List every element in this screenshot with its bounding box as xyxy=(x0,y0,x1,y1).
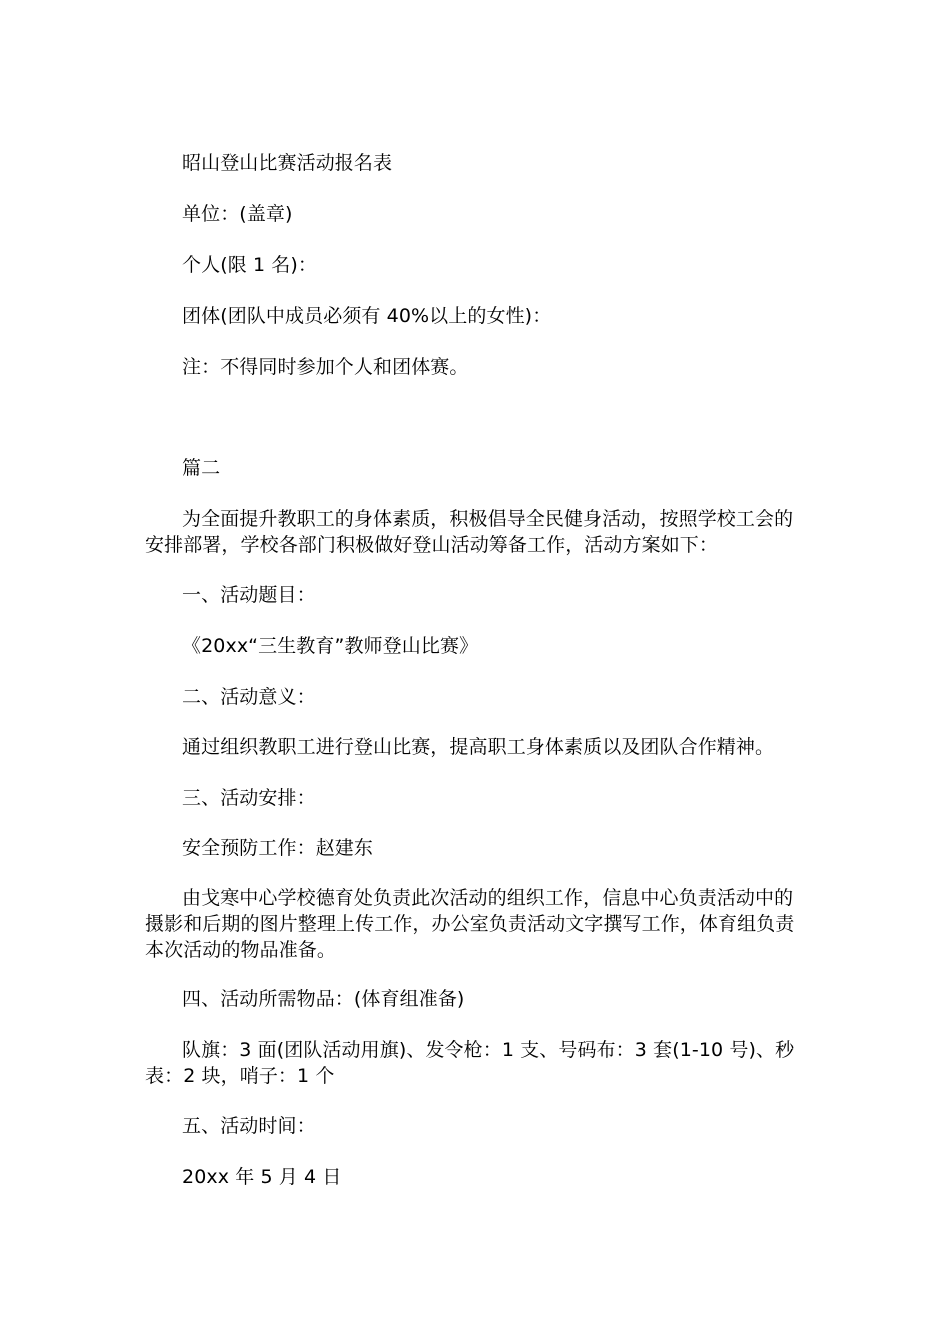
heading-required-items: 四、活动所需物品：(体育组准备) xyxy=(182,988,465,1010)
required-items-paragraph: 队旗：3 面(团队活动用旗)、发令枪：1 支、号码布：3 套(1-10 号)、秒表：2 块，哨子：1 个 xyxy=(145,1039,795,1087)
safety-line: 安全预防工作：赵建东 xyxy=(182,837,374,859)
significance-paragraph: 通过组织教职工进行登山比赛，提高职工身体素质以及团队合作精神。 xyxy=(182,736,775,758)
form-title: 昭山登山比赛活动报名表 xyxy=(182,152,393,174)
unit-line: 单位：(盖章) xyxy=(182,203,293,225)
activity-date: 20xx 年 5 月 4 日 xyxy=(182,1166,342,1188)
arrangement-paragraph: 由戈寒中心学校德育处负责此次活动的组织工作，信息中心负责活动中的摄影和后期的图片整理上传工作，办公室负责活动文字撰写工作，体育组负责本次活动的物品准备。 xyxy=(145,887,795,961)
intro-paragraph: 为全面提升教职工的身体素质，积极倡导全民健身活动，按照学校工会的安排部署，学校各部门积极做好登山活动筹备工作，活动方案如下： xyxy=(145,508,794,556)
team-line: 团体(团队中成员必须有 40%以上的女性)： xyxy=(182,305,552,327)
heading-activity-time: 五、活动时间： xyxy=(182,1115,316,1137)
activity-title-text: 《20xx“三生教育”教师登山比赛》 xyxy=(182,635,479,657)
heading-activity-title: 一、活动题目： xyxy=(182,584,316,606)
note-line: 注：不得同时参加个人和团体赛。 xyxy=(182,356,469,378)
individual-line: 个人(限 1 名)： xyxy=(182,254,317,276)
heading-activity-arrangement: 三、活动安排： xyxy=(182,787,316,809)
heading-activity-significance: 二、活动意义： xyxy=(182,686,316,708)
section-heading-part-two: 篇二 xyxy=(182,457,221,479)
